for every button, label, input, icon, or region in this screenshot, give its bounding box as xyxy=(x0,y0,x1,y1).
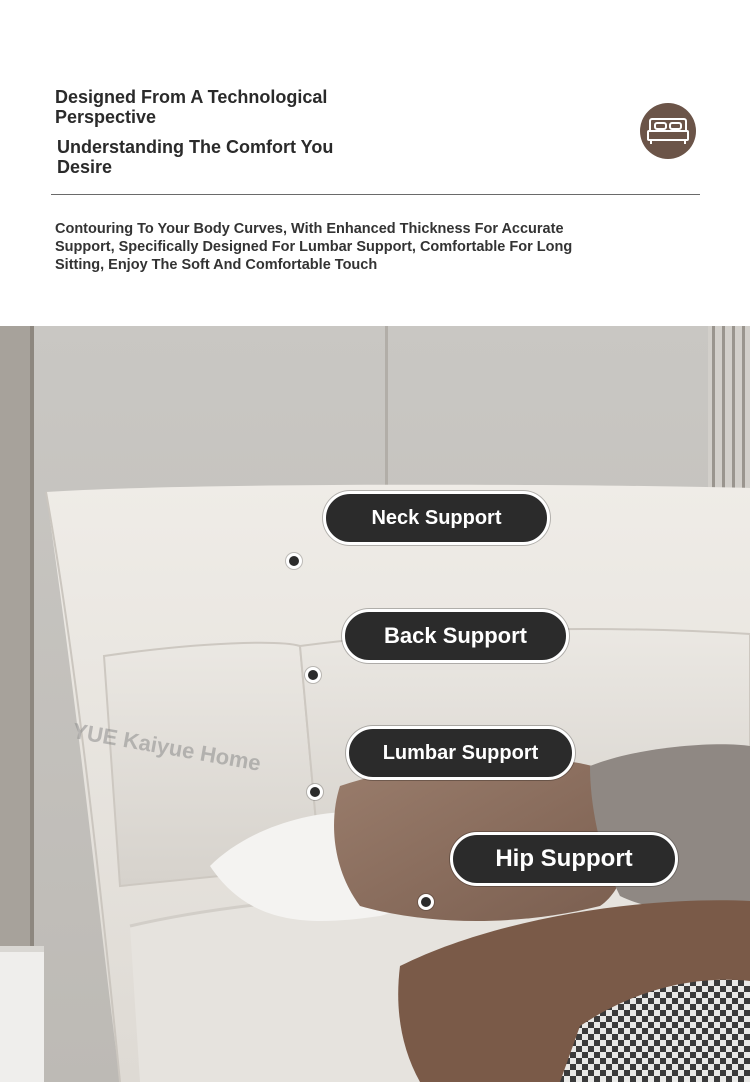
back-support-marker xyxy=(305,667,321,683)
neck-support-marker xyxy=(286,553,302,569)
header-section xyxy=(0,0,750,326)
headline-primary: Designed From A Technological Perspective xyxy=(55,87,328,127)
lumbar-support-marker xyxy=(307,784,323,800)
hip-support-marker xyxy=(418,894,434,910)
bed-icon xyxy=(640,103,696,159)
back-support-label: Back Support xyxy=(342,609,569,663)
bed-photo xyxy=(0,326,750,1082)
product-description: Contouring To Your Body Curves, With Enhanced Thickness For Accurate Support, Specifically Designed For Lumbar Support, Comfortable For Long Sitting, Enjoy The Soft And Comfortable Touch xyxy=(55,221,573,273)
bed-icon-glyph xyxy=(646,113,690,149)
neck-support-label: Neck Support xyxy=(323,491,550,545)
hip-support-label: Hip Support xyxy=(450,832,678,886)
headline-secondary: Understanding The Comfort You Desire xyxy=(57,137,334,177)
section-divider xyxy=(51,194,700,195)
watermark: YUE Kaiyue Home xyxy=(70,718,263,776)
lumbar-support-label: Lumbar Support xyxy=(346,726,575,780)
